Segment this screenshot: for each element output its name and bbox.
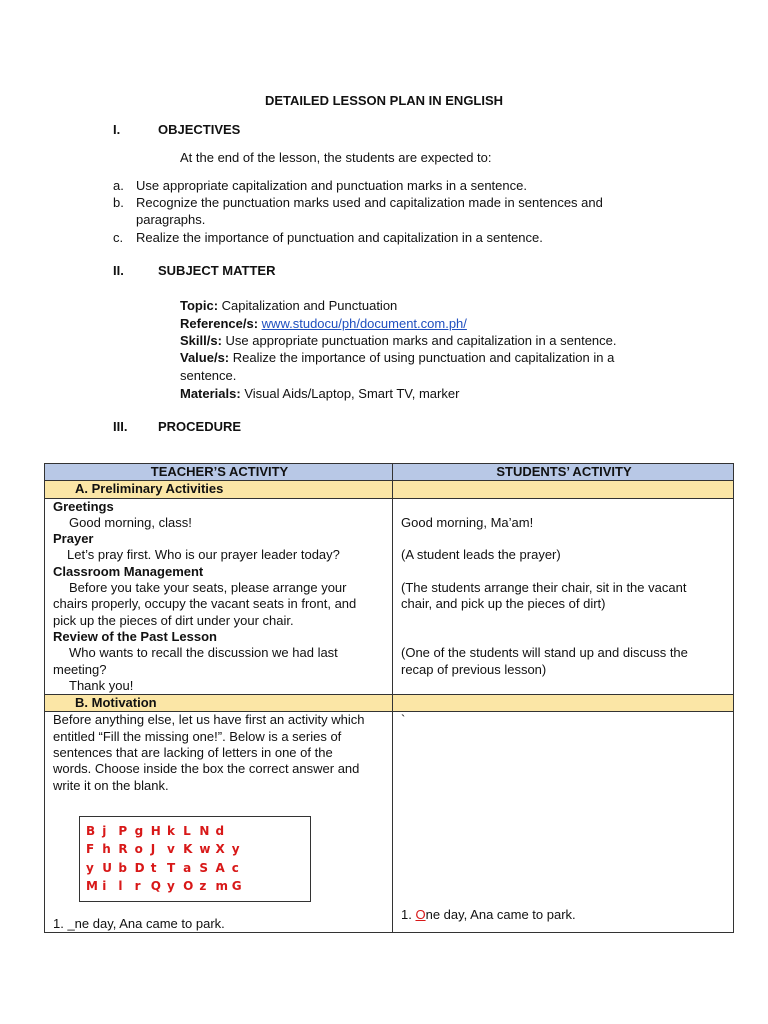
review-teacher-line2: meeting? (53, 661, 107, 677)
letter-row (86, 823, 310, 842)
letter-choice: P (118, 823, 128, 838)
motivation-student-mark: ` (401, 712, 406, 728)
objective-marker-a: a. (113, 178, 124, 193)
page-title: DETAILED LESSON PLAN IN ENGLISH (264, 93, 504, 108)
review-student-line2: recap of previous lesson) (401, 661, 547, 677)
letter-choice: R (118, 842, 128, 857)
question-1-student (401, 907, 727, 923)
section-label-preliminary: A. Preliminary Activities (45, 481, 393, 498)
motivation-line5: write it on the blank. (53, 777, 169, 793)
letter-choice: K (183, 842, 193, 857)
q1-answer-letter: O (415, 906, 426, 922)
cm-teacher-line1: Before you take your seats, please arrange your (69, 580, 347, 596)
teacher-motivation-cell (45, 712, 393, 933)
greetings-student: Good morning, Ma’am! (401, 514, 534, 530)
letter-choice: j (102, 823, 107, 838)
classroom-management-label: Classroom Management (53, 563, 204, 579)
letter-choice: b (118, 860, 127, 875)
letter-choice: a (183, 860, 192, 875)
objective-b-text-line1: Recognize the punctuation marks used and capitalization made in sentences and (136, 195, 603, 210)
letter-choice: l (118, 879, 123, 894)
letter-choice: B (86, 823, 96, 838)
section-heading-procedure: PROCEDURE (158, 419, 242, 434)
section-row-motivation (45, 695, 734, 712)
letter-choice: M (86, 879, 98, 894)
letter-choice: S (199, 860, 208, 875)
motivation-line2: entitled “Fill the missing one!”. Below is a series of (53, 728, 342, 744)
prayer-label: Prayer (53, 531, 94, 547)
letter-choice: G (231, 879, 242, 894)
motivation-line4: words. Choose inside the box the correct answer and (53, 761, 360, 777)
q1-student-number: 1. (401, 906, 416, 922)
topic-label: Topic: (180, 298, 219, 313)
letter-choice: t (150, 860, 157, 875)
skill-label: Skill/s: (180, 333, 222, 348)
value-text-line1: Realize the importance of using punctuation and capitalization in a (232, 350, 615, 365)
letter-choice: m (215, 879, 229, 894)
letter-choice: y (86, 860, 94, 875)
objectives-intro: At the end of the lesson, the students are expected to: (180, 150, 492, 165)
review-thanks: Thank you! (69, 677, 134, 693)
section-number-subject-matter: II. (113, 263, 124, 278)
letter-choice: y (231, 842, 240, 857)
section-heading-subject-matter: SUBJECT MATTER (158, 263, 276, 278)
review-student-line1: (One of the students will stand up and discuss the (401, 645, 688, 661)
objective-c-text: Realize the importance of punctuation and capitalization in a sentence. (136, 230, 543, 245)
col-header-students: STUDENTS’ ACTIVITY (393, 464, 734, 481)
question-1-teacher: 1. _ne day, Ana came to park. (53, 915, 225, 931)
review-teacher-line1: Who wants to recall the discussion we had last (69, 645, 338, 661)
value-label: Value/s: (180, 350, 230, 365)
letter-row (86, 878, 310, 897)
section-row-preliminary (45, 481, 734, 498)
motivation-line3: sentences that are lacking of letters in one of the (53, 745, 333, 761)
letter-choice: g (134, 823, 144, 838)
objective-marker-b: b. (113, 195, 124, 210)
letter-choice-box (79, 816, 311, 902)
letter-choice: Q (150, 879, 161, 894)
letter-choice: y (166, 879, 175, 894)
letter-choice: w (199, 842, 211, 857)
letter-choice: F (86, 842, 95, 857)
col-header-teacher: TEACHER’S ACTIVITY (45, 464, 393, 481)
value-line (180, 349, 614, 366)
students-motivation-cell (393, 712, 734, 933)
q1-student-rest: ne day, Ana came to park. (425, 906, 576, 922)
section-label-motivation: B. Motivation (45, 695, 393, 712)
letter-row (86, 860, 310, 879)
table-row-preliminary (45, 498, 734, 695)
letter-choice: v (166, 842, 175, 857)
objective-marker-c: c. (113, 230, 124, 245)
objective-b-text-line2: paragraphs. (136, 212, 206, 227)
topic-line (180, 297, 397, 314)
review-label: Review of the Past Lesson (53, 628, 217, 644)
letter-row (86, 841, 310, 860)
reference-line (180, 315, 467, 332)
section-number-objectives: I. (113, 122, 121, 137)
skill-line (180, 332, 617, 349)
students-preliminary-cell (393, 498, 734, 695)
letter-choice: o (134, 842, 143, 857)
letter-choice: D (134, 860, 145, 875)
letter-choice: h (102, 842, 111, 857)
materials-value: Visual Aids/Laptop, Smart TV, marker (244, 386, 460, 401)
cm-student-line1: (The students arrange their chair, sit in the vacant (401, 580, 687, 596)
section-number-procedure: III. (113, 419, 128, 434)
letter-choice: c (231, 860, 239, 875)
prayer-student: (A student leads the prayer) (401, 547, 561, 563)
letter-choice: N (199, 823, 210, 838)
letter-choice: L (183, 823, 191, 838)
letter-choice: U (102, 860, 112, 875)
table-header-row (45, 464, 734, 481)
letter-choice: A (215, 860, 225, 875)
cm-student-line2: chair, and pick up the pieces of dirt) (401, 596, 606, 612)
motivation-line1: Before anything else, let us have first an activity which (53, 712, 365, 728)
letter-choice: H (150, 823, 161, 838)
skill-value: Use appropriate punctuation marks and capitalization in a sentence. (225, 333, 617, 348)
materials-label: Materials: (180, 386, 241, 401)
topic-value: Capitalization and Punctuation (221, 298, 398, 313)
letter-choice: X (215, 842, 225, 857)
letter-choice: T (166, 860, 176, 875)
reference-label: Reference/s: (180, 316, 259, 331)
cm-teacher-line3: pick up the pieces of dirt under your chair. (53, 612, 294, 628)
value-text-line2: sentence. (180, 368, 237, 383)
letter-choice: O (183, 879, 194, 894)
greetings-label: Greetings (53, 498, 114, 514)
letter-choice: d (215, 823, 225, 838)
section-heading-objectives: OBJECTIVES (158, 122, 241, 137)
reference-link[interactable]: www.studocu/ph/document.com.ph/ (261, 316, 467, 331)
procedure-table (44, 463, 734, 933)
greetings-teacher: Good morning, class! (69, 514, 192, 530)
letter-choice: J (150, 842, 156, 857)
letter-choice: r (134, 879, 141, 894)
table-row-motivation (45, 712, 734, 933)
materials-line (180, 385, 459, 402)
prayer-teacher: Let’s pray first. Who is our prayer leader today? (67, 547, 340, 563)
teacher-preliminary-cell (45, 498, 393, 695)
objective-a-text: Use appropriate capitalization and punctuation marks in a sentence. (136, 178, 527, 193)
letter-choice: k (166, 823, 175, 838)
cm-teacher-line2: chairs properly, occupy the vacant seats in front, and (53, 596, 357, 612)
letter-choice: z (199, 879, 207, 894)
letter-choice: i (102, 879, 107, 894)
